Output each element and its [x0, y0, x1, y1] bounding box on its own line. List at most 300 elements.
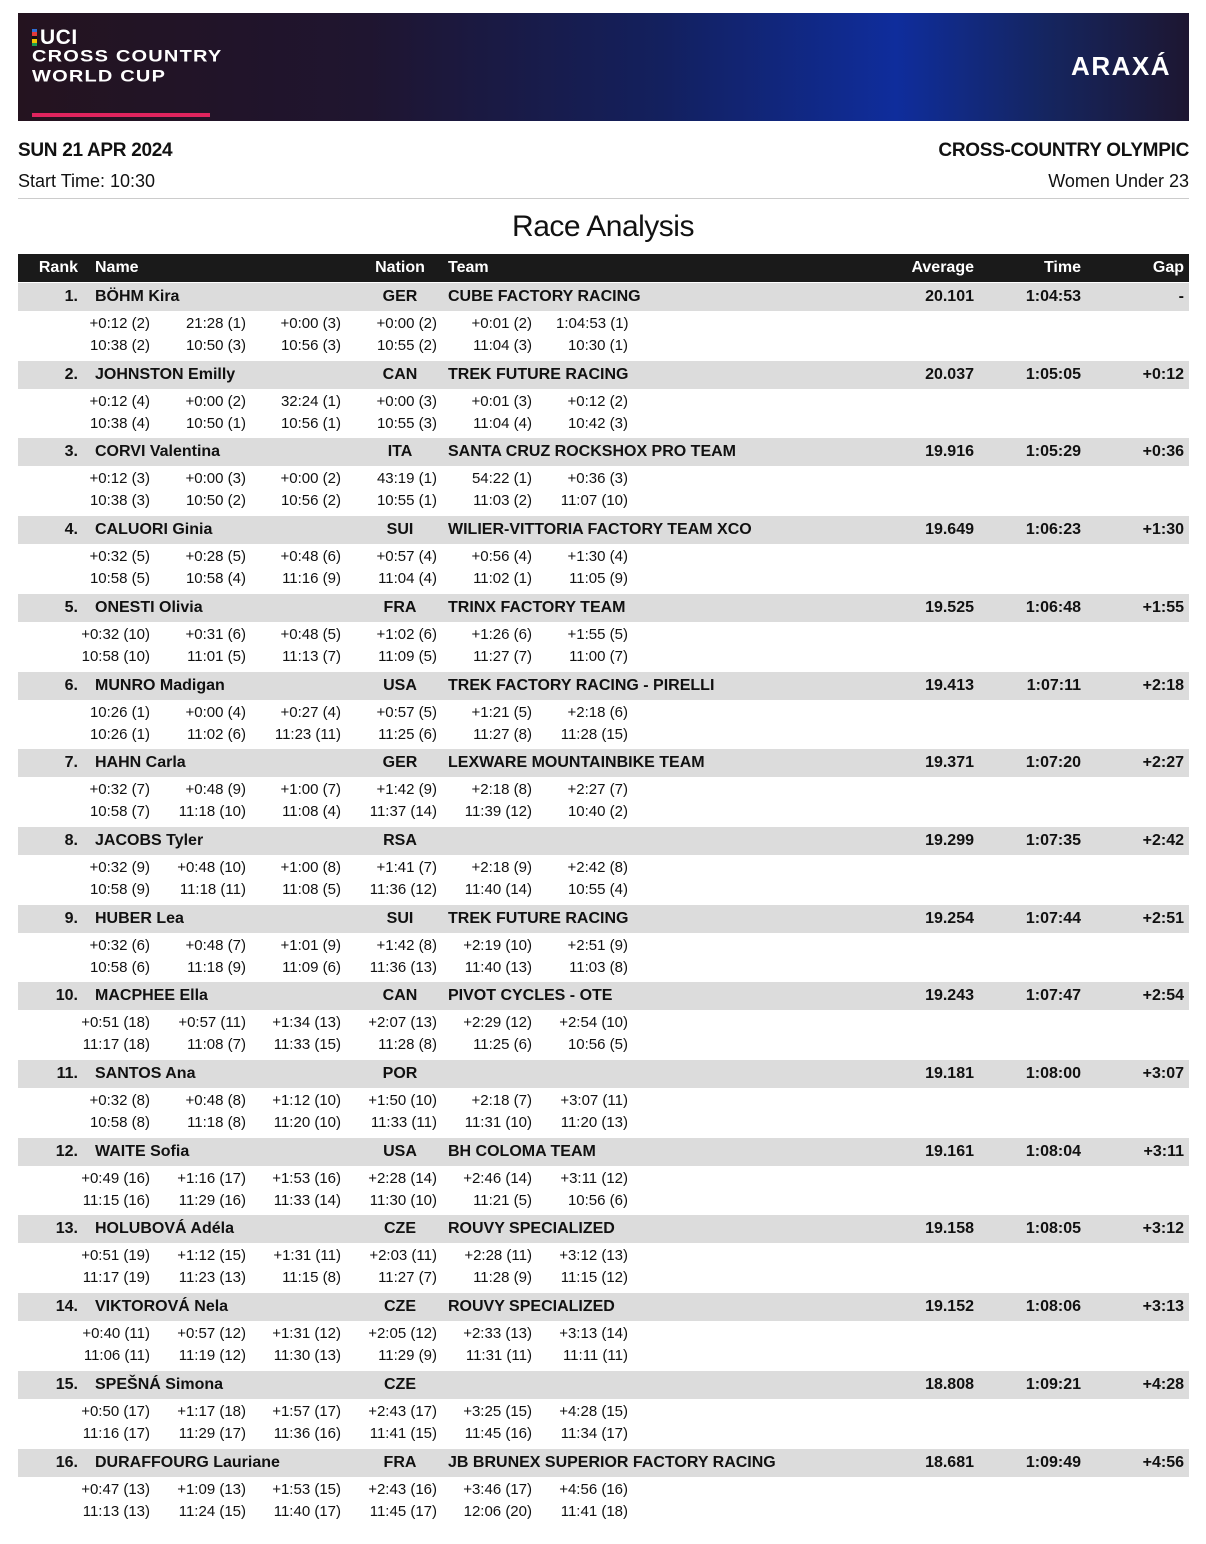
rider-gap: +2:54: [1142, 987, 1184, 1005]
split-cell: 11:11 (11): [562, 1347, 628, 1365]
rider-nation: SUI: [386, 521, 414, 539]
rider-main-row: [18, 594, 1189, 622]
rider-splits: [18, 466, 1189, 514]
rider-row: [18, 516, 1189, 594]
split-cell: +0:56 (4): [471, 548, 532, 566]
split-cell: 11:17 (18): [82, 1036, 150, 1054]
split-cell: 10:55 (4): [567, 880, 628, 898]
lap-time-row: [18, 1034, 1189, 1058]
rider-gap: +3:07: [1142, 1065, 1184, 1082]
split-cell: 11:00 (7): [569, 647, 628, 665]
split-cell: 32:24 (1): [280, 392, 341, 410]
rider-row: [18, 1138, 1189, 1216]
split-cell: 11:18 (9): [187, 958, 246, 976]
split-cell: 10:26 (1): [89, 725, 150, 743]
rider-name: JACOBS Tyler: [95, 831, 204, 849]
rider-main-row: [18, 361, 1189, 389]
rider-row: [18, 1215, 1189, 1293]
split-cell: 11:09 (5): [378, 647, 437, 665]
rider-team: BH COLOMA TEAM: [448, 1142, 596, 1160]
rider-gap: +3:13: [1142, 1298, 1184, 1316]
rider-rank: 11.: [56, 1065, 78, 1082]
rider-team: SANTA CRUZ ROCKSHOX PRO TEAM: [448, 443, 736, 461]
rider-nation: GER: [382, 754, 418, 772]
split-cell: +1:09 (13): [177, 1480, 246, 1498]
lap-time-row: [18, 879, 1189, 903]
rider-rank: 9.: [64, 909, 78, 927]
split-cell: +1:21 (5): [471, 703, 532, 721]
rider-main-row: [18, 1138, 1189, 1166]
split-cell: +2:43 (17): [368, 1402, 437, 1420]
split-cell: +3:07 (11): [560, 1092, 628, 1109]
split-cell: 11:28 (15): [560, 725, 628, 743]
category: Women Under 23: [1048, 171, 1189, 191]
split-cell: +3:46 (17): [463, 1480, 532, 1498]
split-gap-row: [18, 1477, 1189, 1501]
rider-gap: +1:30: [1142, 521, 1184, 539]
split-cell: +1:41 (7): [376, 858, 437, 876]
split-cell: 11:18 (8): [187, 1114, 246, 1131]
page-title: Race Analysis: [512, 210, 694, 243]
split-cell: +2:03 (11): [369, 1247, 437, 1265]
split-cell: 11:40 (13): [464, 958, 532, 976]
split-cell: +1:55 (5): [567, 625, 628, 643]
rider-gap: +2:42: [1142, 831, 1184, 849]
split-gap-row: [18, 622, 1189, 646]
rider-name: SPEŠNÁ Simona: [95, 1375, 224, 1393]
split-cell: +0:48 (10): [177, 858, 246, 876]
rider-gap: +0:36: [1142, 443, 1184, 461]
split-cell: +0:57 (12): [177, 1325, 246, 1343]
split-cell: +0:28 (5): [185, 548, 246, 566]
split-gap-row: [18, 777, 1189, 801]
rider-splits: [18, 1166, 1189, 1214]
split-cell: 10:38 (3): [89, 492, 150, 510]
split-cell: 11:08 (7): [187, 1036, 246, 1054]
split-cell: +2:51 (9): [567, 936, 628, 954]
series-line-1: CROSS COUNTRY: [32, 47, 223, 66]
split-cell: 10:58 (7): [89, 803, 150, 821]
split-cell: 11:36 (12): [369, 880, 437, 898]
split-cell: +0:12 (2): [567, 392, 628, 410]
split-cell: 11:33 (14): [273, 1191, 341, 1209]
split-cell: +1:53 (15): [272, 1480, 341, 1498]
rider-rank: 5.: [64, 598, 78, 616]
split-cell: 10:58 (4): [185, 570, 246, 588]
split-cell: 11:31 (10): [464, 1114, 532, 1131]
split-cell: +0:31 (6): [185, 625, 246, 643]
split-cell: +0:32 (8): [89, 1092, 150, 1109]
split-cell: 11:33 (15): [273, 1036, 341, 1054]
rider-time: 1:08:00: [1025, 1065, 1081, 1082]
split-cell: +0:00 (2): [185, 392, 246, 410]
rider-average: 19.916: [925, 443, 974, 461]
split-cell: +2:19 (10): [463, 936, 532, 954]
split-cell: 11:08 (4): [282, 803, 341, 821]
split-cell: 10:50 (1): [185, 414, 246, 432]
lap-time-row: [18, 724, 1189, 748]
split-cell: +2:28 (14): [368, 1169, 437, 1187]
col-team: Team: [448, 259, 489, 276]
rider-name: BÖHM Kira: [95, 288, 180, 305]
rider-main-row: [18, 283, 1189, 311]
split-cell: 11:29 (17): [178, 1424, 246, 1442]
rider-name: ONESTI Olivia: [95, 598, 203, 616]
split-cell: +1:01 (9): [280, 936, 341, 954]
rider-row: [18, 749, 1189, 827]
split-cell: 10:30 (1): [567, 337, 628, 354]
split-cell: 11:31 (11): [465, 1347, 532, 1365]
split-cell: 11:41 (15): [369, 1424, 437, 1442]
split-cell: +3:13 (14): [559, 1325, 628, 1343]
split-cell: 43:19 (1): [376, 470, 437, 488]
rider-average: 18.808: [925, 1375, 974, 1393]
split-cell: 11:03 (8): [569, 958, 628, 976]
rider-average: 19.161: [925, 1142, 974, 1160]
col-average: Average: [911, 259, 974, 276]
rider-splits: [18, 1477, 1189, 1525]
split-cell: +2:27 (7): [567, 781, 628, 799]
split-cell: 12:06 (20): [463, 1502, 532, 1520]
rider-time: 1:09:21: [1025, 1375, 1081, 1393]
rider-nation: RSA: [383, 831, 417, 849]
rider-gap: +4:28: [1142, 1375, 1184, 1393]
rider-gap: +0:12: [1142, 365, 1184, 383]
rider-time: 1:08:06: [1025, 1298, 1081, 1316]
rider-rank: 4.: [64, 521, 78, 539]
split-cell: 10:55 (2): [376, 337, 437, 354]
lap-time-row: [18, 335, 1189, 359]
rider-nation: CZE: [384, 1375, 416, 1393]
split-cell: 11:39 (12): [464, 803, 532, 821]
split-cell: 10:58 (8): [89, 1114, 150, 1131]
split-cell: 11:27 (7): [473, 647, 532, 665]
split-cell: +0:32 (10): [81, 625, 150, 643]
split-cell: +2:33 (13): [463, 1325, 532, 1343]
rider-name: MACPHEE Ella: [95, 987, 208, 1005]
split-cell: 10:26 (1): [89, 703, 150, 721]
split-cell: 11:06 (11): [83, 1347, 150, 1365]
split-cell: 11:18 (10): [178, 803, 246, 821]
split-cell: +1:17 (18): [177, 1402, 246, 1420]
split-cell: +0:48 (7): [185, 936, 246, 954]
split-cell: 11:02 (6): [187, 725, 246, 743]
split-cell: +0:50 (17): [81, 1402, 150, 1420]
rider-average: 19.243: [925, 987, 974, 1005]
rider-average: 19.152: [925, 1298, 974, 1316]
split-cell: +0:12 (2): [89, 315, 150, 332]
rider-average: 19.158: [925, 1220, 974, 1238]
split-cell: 11:37 (14): [369, 803, 437, 821]
split-cell: +1:12 (10): [272, 1092, 341, 1109]
rider-time: 1:07:35: [1025, 831, 1081, 849]
rider-rank: 1.: [64, 288, 78, 305]
rider-nation: USA: [383, 676, 417, 694]
rider-nation: POR: [382, 1065, 418, 1082]
lap-time-row: [18, 1190, 1189, 1214]
split-cell: +0:51 (18): [81, 1014, 150, 1032]
split-cell: +0:12 (3): [89, 470, 150, 488]
rider-nation: GER: [382, 288, 418, 305]
rider-nation: CZE: [384, 1220, 416, 1238]
rider-time: 1:07:44: [1025, 909, 1081, 927]
split-cell: 11:20 (13): [560, 1114, 628, 1131]
rider-time: 1:05:29: [1025, 443, 1081, 461]
header-right: [938, 140, 1189, 192]
split-cell: +1:50 (10): [368, 1092, 437, 1109]
split-cell: +0:32 (5): [89, 548, 150, 566]
split-cell: +2:42 (8): [567, 858, 628, 876]
discipline: CROSS-COUNTRY OLYMPIC: [938, 140, 1189, 161]
lap-time-row: [18, 1345, 1189, 1369]
rider-name: JOHNSTON Emilly: [95, 365, 236, 383]
split-cell: +0:36 (3): [567, 470, 628, 488]
rider-rank: 3.: [64, 443, 78, 461]
split-cell: 11:25 (6): [473, 1036, 532, 1054]
rider-nation: FRA: [383, 598, 417, 616]
split-cell: 11:41 (18): [560, 1502, 628, 1520]
rider-average: 19.371: [925, 754, 974, 772]
split-cell: +1:12 (15): [177, 1247, 246, 1265]
split-cell: +4:28 (15): [559, 1402, 628, 1420]
split-cell: +0:12 (4): [89, 392, 150, 410]
lap-time-row: [18, 413, 1189, 437]
split-cell: 11:04 (4): [473, 414, 532, 432]
split-cell: +4:56 (16): [559, 1480, 628, 1498]
rider-average: 19.525: [925, 598, 974, 616]
rider-main-row: [18, 516, 1189, 544]
split-cell: 11:24 (15): [178, 1502, 246, 1520]
split-cell: +0:32 (9): [89, 858, 150, 876]
split-cell: +1:53 (16): [272, 1169, 341, 1187]
split-cell: 1:04:53 (1): [556, 315, 629, 332]
rider-average: 18.681: [925, 1453, 974, 1471]
rider-row: [18, 827, 1189, 905]
split-cell: 10:42 (3): [567, 414, 628, 432]
split-cell: 11:02 (1): [473, 570, 532, 588]
rider-time: 1:06:48: [1025, 598, 1081, 616]
split-cell: +2:18 (9): [471, 858, 532, 876]
split-cell: +0:00 (2): [280, 470, 341, 488]
rider-row: [18, 1371, 1189, 1449]
rider-main-row: [18, 1371, 1189, 1399]
split-cell: 11:17 (19): [82, 1269, 150, 1287]
split-cell: +0:51 (19): [81, 1247, 150, 1265]
rider-average: 19.649: [925, 521, 974, 539]
split-cell: +1:26 (6): [471, 625, 532, 643]
rider-nation: CAN: [382, 365, 418, 383]
rider-rank: 14.: [55, 1298, 78, 1316]
split-cell: +0:32 (7): [89, 781, 150, 799]
split-gap-row: [18, 311, 1189, 335]
split-cell: +0:00 (3): [185, 470, 246, 488]
rider-row: [18, 283, 1189, 361]
lap-time-row: [18, 1423, 1189, 1447]
rider-average: 20.101: [925, 288, 974, 305]
rider-main-row: [18, 749, 1189, 777]
stripe-green: [32, 43, 37, 47]
split-cell: 11:15 (12): [560, 1269, 628, 1287]
split-cell: +2:18 (7): [471, 1092, 532, 1109]
rider-row: [18, 438, 1189, 516]
rider-main-row: [18, 1215, 1189, 1243]
rider-team: LEXWARE MOUNTAINBIKE TEAM: [448, 754, 705, 772]
race-date: SUN 21 APR 2024: [18, 140, 173, 161]
rider-splits: [18, 1088, 1189, 1136]
rider-average: 19.181: [925, 1065, 974, 1082]
split-cell: +2:46 (14): [463, 1169, 532, 1187]
rider-row: [18, 982, 1189, 1060]
split-cell: +0:48 (5): [280, 625, 341, 643]
lap-time-row: [18, 1267, 1189, 1291]
rider-gap: +2:51: [1142, 909, 1184, 927]
rider-time: 1:07:47: [1025, 987, 1081, 1005]
split-cell: 11:20 (10): [273, 1114, 341, 1131]
split-cell: 21:28 (1): [185, 315, 246, 332]
lap-time-row: [18, 490, 1189, 514]
start-time: Start Time: 10:30: [18, 171, 156, 191]
table-header: [18, 254, 1189, 282]
split-cell: 10:56 (6): [567, 1191, 628, 1209]
split-cell: +1:02 (6): [376, 625, 437, 643]
rider-name: CALUORI Ginia: [95, 521, 213, 539]
split-cell: 11:40 (17): [273, 1502, 341, 1520]
split-cell: +0:00 (4): [185, 703, 246, 721]
rider-average: 19.299: [925, 831, 974, 849]
split-cell: 10:56 (3): [280, 337, 341, 354]
split-cell: 11:16 (9): [282, 570, 341, 588]
rider-main-row: [18, 1449, 1189, 1477]
rider-team: ROUVY SPECIALIZED: [448, 1220, 615, 1238]
rider-gap: +3:11: [1143, 1142, 1184, 1160]
split-cell: 11:04 (3): [473, 337, 532, 354]
lap-time-row: [18, 1501, 1189, 1525]
split-cell: +0:48 (8): [185, 1092, 246, 1109]
rider-splits: [18, 777, 1189, 825]
split-cell: 10:55 (1): [376, 492, 437, 510]
rider-gap: +2:27: [1142, 754, 1184, 772]
split-cell: +1:31 (12): [272, 1325, 341, 1343]
rider-team: JB BRUNEX SUPERIOR FACTORY RACING: [448, 1453, 776, 1471]
rider-team: TREK FUTURE RACING: [448, 365, 629, 383]
rider-splits: [18, 311, 1189, 359]
rider-splits: [18, 1243, 1189, 1291]
event-banner: [18, 13, 1189, 121]
rider-average: 19.254: [925, 909, 974, 927]
split-cell: 11:07 (10): [560, 492, 628, 510]
rider-team: ROUVY SPECIALIZED: [448, 1298, 615, 1316]
split-cell: 11:15 (16): [82, 1191, 150, 1209]
lap-time-row: [18, 1112, 1189, 1136]
series-line-2: WORLD CUP: [32, 67, 167, 86]
split-gap-row: [18, 933, 1189, 957]
rider-name: HUBER Lea: [95, 909, 184, 927]
split-cell: 11:33 (11): [370, 1114, 437, 1131]
split-cell: +1:34 (13): [272, 1014, 341, 1032]
rider-time: 1:09:49: [1025, 1453, 1081, 1471]
split-cell: 11:21 (5): [473, 1191, 532, 1209]
split-cell: 11:16 (17): [82, 1424, 150, 1442]
split-cell: 11:13 (13): [82, 1502, 150, 1520]
split-cell: +2:18 (6): [567, 703, 628, 721]
split-cell: 11:25 (6): [378, 725, 437, 743]
rider-rank: 8.: [64, 831, 78, 849]
rider-nation: CZE: [384, 1298, 416, 1316]
col-gap: Gap: [1152, 259, 1184, 276]
rider-team: CUBE FACTORY RACING: [448, 288, 641, 305]
rider-rank: 12.: [55, 1142, 78, 1160]
split-cell: 10:56 (1): [280, 414, 341, 432]
rider-gap: +4:56: [1142, 1453, 1184, 1471]
rider-row: [18, 1449, 1189, 1527]
split-gap-row: [18, 1088, 1189, 1112]
rider-time: 1:07:20: [1025, 754, 1081, 772]
split-cell: 10:56 (5): [567, 1036, 628, 1054]
rider-name: MUNRO Madigan: [95, 676, 225, 694]
rider-row: [18, 1060, 1189, 1138]
rider-team: TREK FUTURE RACING: [448, 909, 629, 927]
rider-row: [18, 361, 1189, 439]
rider-average: 20.037: [925, 365, 974, 383]
rider-rank: 16.: [55, 1453, 78, 1471]
rider-name: CORVI Valentina: [95, 443, 221, 461]
split-cell: 11:03 (2): [473, 492, 532, 510]
rider-splits: [18, 855, 1189, 903]
rider-rank: 13.: [55, 1220, 78, 1238]
split-gap-row: [18, 1399, 1189, 1423]
rider-main-row: [18, 905, 1189, 933]
split-gap-row: [18, 1166, 1189, 1190]
rider-average: 19.413: [925, 676, 974, 694]
rider-name: DURAFFOURG Lauriane: [95, 1453, 280, 1471]
split-cell: 11:15 (8): [282, 1269, 341, 1287]
split-cell: +3:12 (13): [559, 1247, 628, 1265]
rider-splits: [18, 933, 1189, 981]
split-cell: +2:18 (8): [471, 781, 532, 799]
rider-name: WAITE Sofia: [95, 1142, 190, 1160]
split-cell: 10:50 (2): [185, 492, 246, 510]
rider-time: 1:05:05: [1025, 365, 1081, 383]
rider-time: 1:08:04: [1025, 1142, 1081, 1160]
rider-time: 1:07:11: [1026, 676, 1081, 694]
split-cell: +0:57 (11): [178, 1014, 246, 1032]
rider-row: [18, 672, 1189, 750]
split-cell: +0:49 (16): [81, 1169, 150, 1187]
split-cell: +3:25 (15): [463, 1402, 532, 1420]
rider-name: HAHN Carla: [95, 754, 186, 772]
split-cell: +1:00 (7): [280, 781, 341, 799]
col-name: Name: [95, 259, 139, 276]
split-cell: 11:23 (13): [178, 1269, 246, 1287]
split-cell: +0:48 (9): [185, 781, 246, 799]
split-cell: 10:58 (5): [89, 570, 150, 588]
rider-splits: [18, 1399, 1189, 1447]
uci-wordmark: UCI: [40, 26, 78, 49]
rider-splits: [18, 700, 1189, 748]
rider-row: [18, 594, 1189, 672]
lap-time-row: [18, 957, 1189, 981]
rider-row: [18, 1293, 1189, 1371]
rider-nation: SUI: [386, 909, 414, 927]
rider-rank: 10.: [55, 987, 78, 1005]
rider-gap: -: [1178, 288, 1184, 305]
split-cell: 10:58 (6): [89, 958, 150, 976]
header-left: [18, 140, 172, 192]
rider-team: TRINX FACTORY TEAM: [448, 598, 626, 616]
split-cell: 11:30 (13): [273, 1347, 341, 1365]
rider-team: TREK FACTORY RACING - PIRELLI: [448, 676, 715, 694]
split-cell: +0:00 (2): [376, 315, 437, 332]
